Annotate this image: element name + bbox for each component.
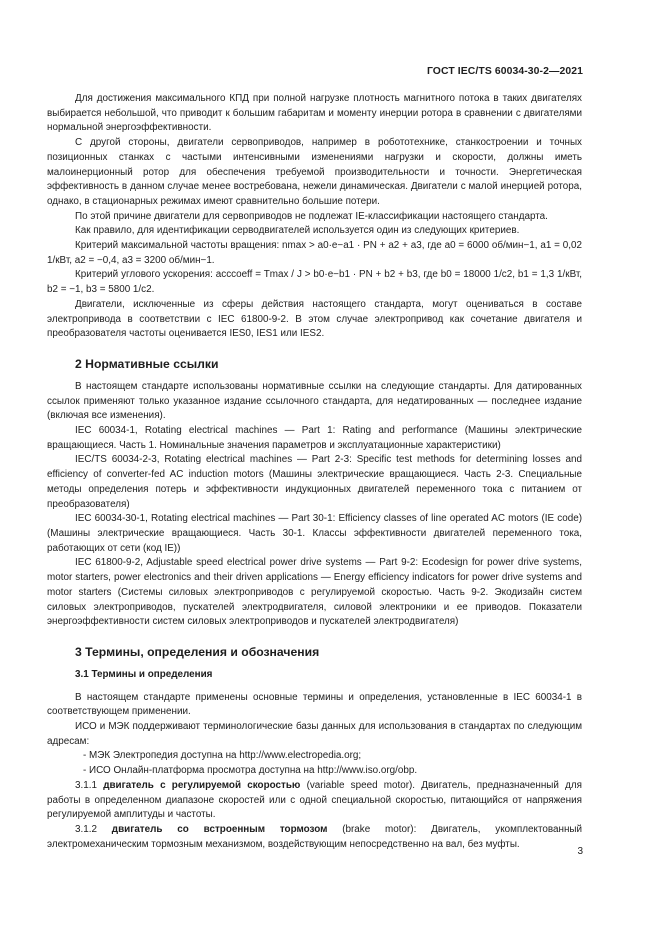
paragraph: В настоящем стандарте использованы нормативные ссылки на следующие стандарты. Для датированных ссылок применяют только указанное издание ссылочного стандарта, для недатированных — последнее издание (включая все изменения). <box>47 380 582 422</box>
section-heading: 3 Термины, определения и обозначения <box>75 644 320 659</box>
term-number: 3.1.1 <box>75 779 97 791</box>
reference-item: IEC/TS 60034-2-3, Rotating electrical machines — Part 2-3: Specific test methods for determining losses and efficiency of converter-fed AC induction motors (Машины электрические вращающиеся. Часть 2-3. Специальные методы определения потерь и эффективности индукционных двигателей переменного тока с питанием от преобразователя) <box>47 454 582 510</box>
paragraph: В настоящем стандарте применены основные термины и определения, установленные в IEC 60034-1 в соответствующем применении. <box>47 691 582 718</box>
formula-paragraph: Критерий максимальной частоты вращения: nmax > a0·e−a1 · PN + a2 + a3, где a0 = 6000 об/мин−1, a1 = 0,02 1/кВт, a2 = −0,4, a3 = 3200 об/мин−1. <box>47 240 582 266</box>
reference-item: IEC 61800-9-2, Adjustable speed electrical power drive systems — Part 9-2: Ecodesign for power drive systems, motor starters, power electronics and their driven applications — Energy efficiency indicators for power drive systems and motor starters (Системы силовых электроприводов с регулируемой скоростью. Часть 9-2. Экодизайн систем силовых электроприводов, пускателей электродвигателя, силовой электроники и ее приводов. Показатели энергоэффективности систем силовых электроприводов и пускателей электродвигателя) <box>47 557 582 628</box>
reference-item: IEC 60034-30-1, Rotating electrical machines — Part 30-1: Efficiency classes of line operated AC motors (IE code) (Машины электрические вращающиеся. Часть 30-1. Классы эффективности двигателей переменного тока, работающих от сети (код IE)) <box>47 513 582 554</box>
paragraph: По этой причине двигатели для сервоприводов не подлежат IE-классификации настоящего стандарта. <box>75 210 548 222</box>
document-body <box>47 92 582 852</box>
term-name: двигатель с регулируемой скоростью <box>103 779 301 791</box>
paragraph: ИСО и МЭК поддерживают терминологические базы данных для использования в стандартах по следующим адресам: <box>47 721 582 747</box>
list-item: - МЭК Электропедия доступна на http://www.electropedia.org; <box>83 750 362 762</box>
document-header: ГОСТ IEC/TS 60034-30-2—2021 <box>426 66 583 77</box>
term-text: (variable speed motor). Двигатель, предназначенный для работы в определенном диапазоне скоростей или с одной специальной скоростью, питающийся от напряжения регулируемой амплитуды и частоты. <box>47 779 583 821</box>
term-text: (brake motor): Двигатель, укомплектованный электромеханическим тормозным механизмом, воздействующим непосредственно на вал, без муфты. <box>47 823 583 850</box>
paragraph: С другой стороны, двигатели сервоприводов, например в робототехнике, станкостроении и точных позиционных станках с частыми интенсивными изменениями нагрузки и скорости, должны иметь малоинерционный ротор для обеспечения требуемой производительности и точности. Энергетическая эффективность в данном случае менее востребована, нежели динамическая. Двигатели с малой инерцией ротора, однако, в стационарных режимах имеют сравнительно большие потери. <box>47 137 582 207</box>
paragraph: Как правило, для идентификации серводвигателей используется один из следующих критериев. <box>75 225 520 237</box>
term-number: 3.1.2 <box>75 823 97 835</box>
paragraph: Для достижения максимального КПД при полной нагрузке плотность магнитного потока в таких двигателях выбирается небольшой, что приводит к большим габаритам и моменту инерции ротора в сравнении с двигателями нормальной энергоэффективности. <box>47 93 582 134</box>
reference-item: IEC 60034-1, Rotating electrical machines — Part 1: Rating and performance (Машины электрические вращающиеся. Часть 1. Номинальные значения параметров и эксплуатационные характеристики) <box>47 425 582 451</box>
paragraph: Двигатели, исключенные из сферы действия настоящего стандарта, могут оцениваться в составе электропривода в соответствии с IEC 61800-9-2. В этом случае электропривод как сочетание двигателя и преобразователя частоты оценивается IES0, IES1 или IES2. <box>47 298 582 340</box>
formula-paragraph: Критерий углового ускорения: acccoeff = Tmax / J > b0·e−b1 · PN + b2 + b3, где b0 = 18000 1/c2, b1 = 1,3 1/кВт, b2 = −1, b3 = 5800 1/c2. <box>47 269 582 296</box>
section-heading: 2 Нормативные ссылки <box>75 356 219 371</box>
subsection-heading: 3.1 Термины и определения <box>75 668 213 680</box>
page-number: 3 <box>577 846 583 857</box>
list-item: - ИСО Онлайн-платформа просмотра доступна на http://www.iso.org/obp. <box>83 765 418 777</box>
term-definition <box>47 823 582 852</box>
term-definition <box>47 779 582 823</box>
term-name: двигатель со встроенным тормозом <box>111 823 328 835</box>
